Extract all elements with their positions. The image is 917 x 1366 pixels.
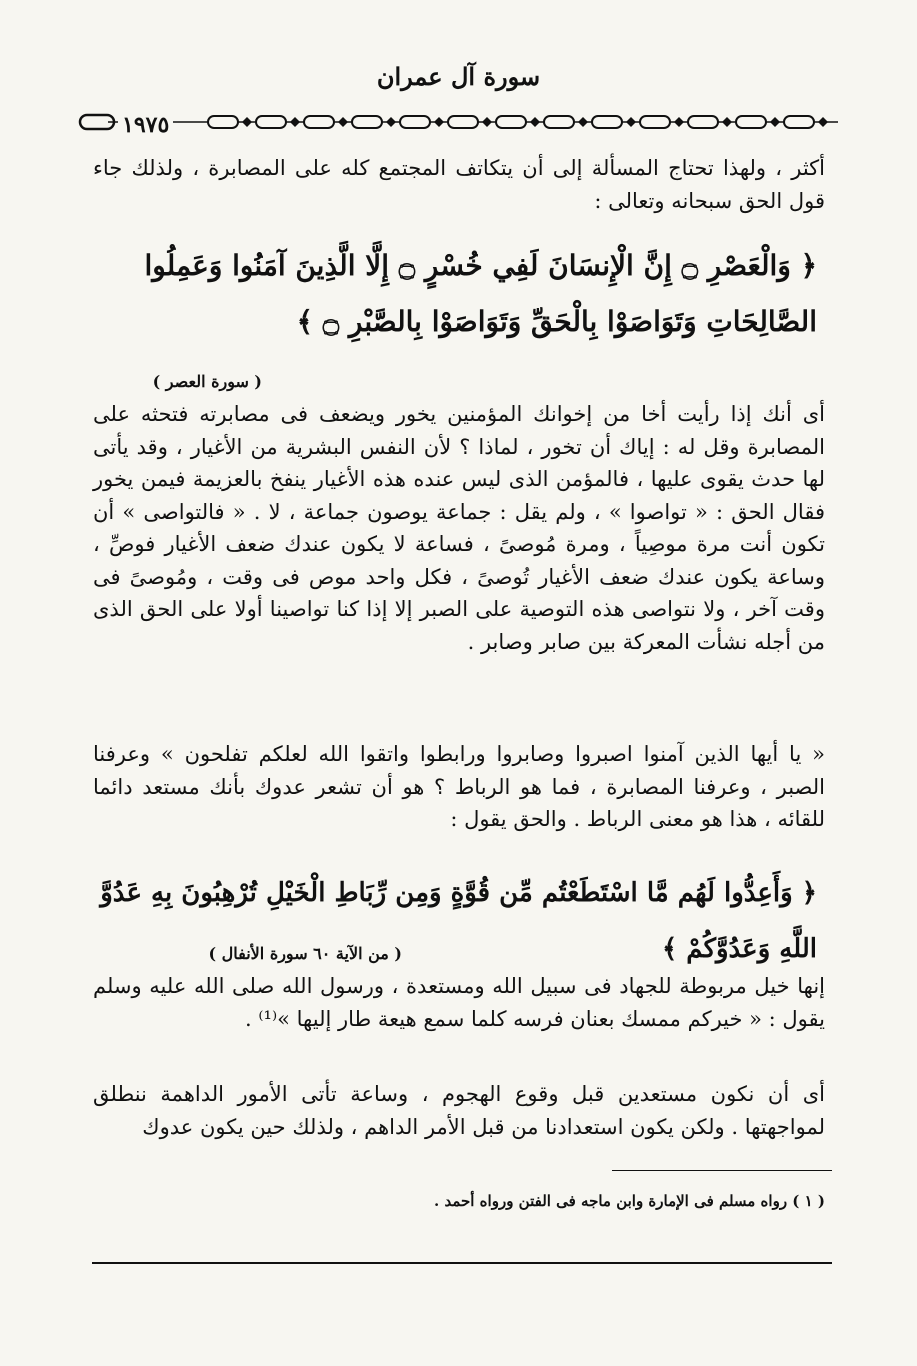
page-number: ١٩٧٥ — [118, 112, 173, 138]
paragraph-ribat: « يا أيها الذين آمنوا اصبروا وصابروا ورابطوا واتقوا الله لعلكم تفلحون » وعرفنا الصبر ، وعرفنا المصابرة ، فما هو الرباط ؟ هو أن تشعر عدوك بأنك مستعد دائما للقائه ، هذا هو معنى الرباط . والحق يقول : — [93, 742, 825, 831]
running-head-title: سورة آل عمران — [376, 62, 541, 91]
verse-source-asr: ( سورة العصر ) — [152, 372, 262, 391]
ornament-diamond — [674, 117, 684, 127]
ornament-link — [400, 116, 430, 128]
footnote-divider — [612, 1170, 832, 1171]
ornament-link — [496, 116, 526, 128]
ornament-diamond — [242, 117, 252, 127]
ornament-link — [256, 116, 286, 128]
footnote-text: ( ١ ) رواه مسلم فى الإمارة وابن ماجه فى الفتن ورواه أحمد . — [434, 1192, 825, 1210]
ornament-link — [544, 116, 574, 128]
ornament-diamond — [722, 117, 732, 127]
ornament-link — [784, 116, 814, 128]
page-bottom-rule — [92, 1262, 832, 1264]
ornament-link — [736, 116, 766, 128]
ornament-link — [448, 116, 478, 128]
ornament-diamond — [434, 117, 444, 127]
ornament-link — [688, 116, 718, 128]
ornament-diamond — [338, 117, 348, 127]
ornament-diamond — [818, 117, 828, 127]
header-ornament-border — [78, 108, 838, 136]
quran-verse-anfal: ﴿ وَأَعِدُّوا لَهُم مَّا اسْتَطَعْتُم مِّن قُوَّةٍ وَمِن رِّبَاطِ الْخَيْلِ تُرْهِبُونَ بِهِ عَدُوَّ اللَّهِ وَعَدُوَّكُمْ ﴾ — [100, 878, 817, 964]
ornament-link — [304, 116, 334, 128]
ornament-link — [592, 116, 622, 128]
ornament-diamond — [578, 117, 588, 127]
quran-verse-asr: ﴿ وَالْعَصْرِ ۝ إِنَّ الْإِنسَانَ لَفِي خُسْرٍ ۝ إِلَّا الَّذِينَ آمَنُوا وَعَمِلُوا الصَّالِحَاتِ وَتَوَاصَوْا بِالْحَقِّ وَتَوَاصَوْا بِالصَّبْرِ ۝ ﴾ — [144, 249, 817, 338]
ornament-link — [208, 116, 238, 128]
ornament-diamond — [290, 117, 300, 127]
paragraph-tawasi: أى أنك إذا رأيت أخا من إخوانك المؤمنين يخور ويضعف فى مصابرته فتحثه على المصابرة وقل له : إياك أن تخور ، لماذا ؟ لأن النفس البشرية من الأغيار ، وقد يأتى لها حدث يقوى عليها ، فالمؤمن الذى ليس عنده هذه الأغيار ينفخ بالعزيمة فيمن يخور فقال الحق : « تواصوا » ، ولم يقل : جماعة يوصون جماعة ، لا . « فالتواصى » أن تكون أنت مرة موصِياً ، ومرة مُوصىً ، فساعة لا يكون عندك ضعف الأغيار فوصِّ ، وساعة يكون عندك ضعف الأغيار تُوصىً ، فكل واحد موص فى وقت ، ومُوصىً فى وقت آخر ، ولا نتواصى هذه التوصية على الصبر إلا إذا كنا تواصينا أولا على الحق الذى من أجله نشأت المعركة بين صابر وصابر . — [93, 402, 825, 654]
ornament-diamond — [530, 117, 540, 127]
paragraph-khayl: إنها خيل مربوطة للجهاد فى سبيل الله ومستعدة ، ورسول الله صلى الله عليه وسلم يقول : « خيركم ممسك بعنان فرسه كلما سمع هيعة طار إليها »⁽¹⁾ . — [93, 974, 825, 1031]
paragraph-intro: أكثر ، ولهذا تحتاج المسألة إلى أن يتكاتف المجتمع كله على المصابرة ، ولذلك جاء قول الحق سبحانه وتعالى : — [93, 156, 825, 213]
ornament-diamond — [386, 117, 396, 127]
verse-source-anfal: ( من الآية ٦٠ سورة الأنفال ) — [208, 944, 402, 963]
ornament-link — [640, 116, 670, 128]
ornament-diamond — [626, 117, 636, 127]
ornament-diamond — [482, 117, 492, 127]
ornament-link — [352, 116, 382, 128]
ornament-diamond — [770, 117, 780, 127]
paragraph-readiness: أى أن نكون مستعدين قبل وقوع الهجوم ، وساعة تأتى الأمور الداهمة ننطلق لمواجهتها . ولكن يكون استعدادنا من قبل الأمر الداهم ، ولذلك حين يكون عدوك — [93, 1082, 825, 1139]
